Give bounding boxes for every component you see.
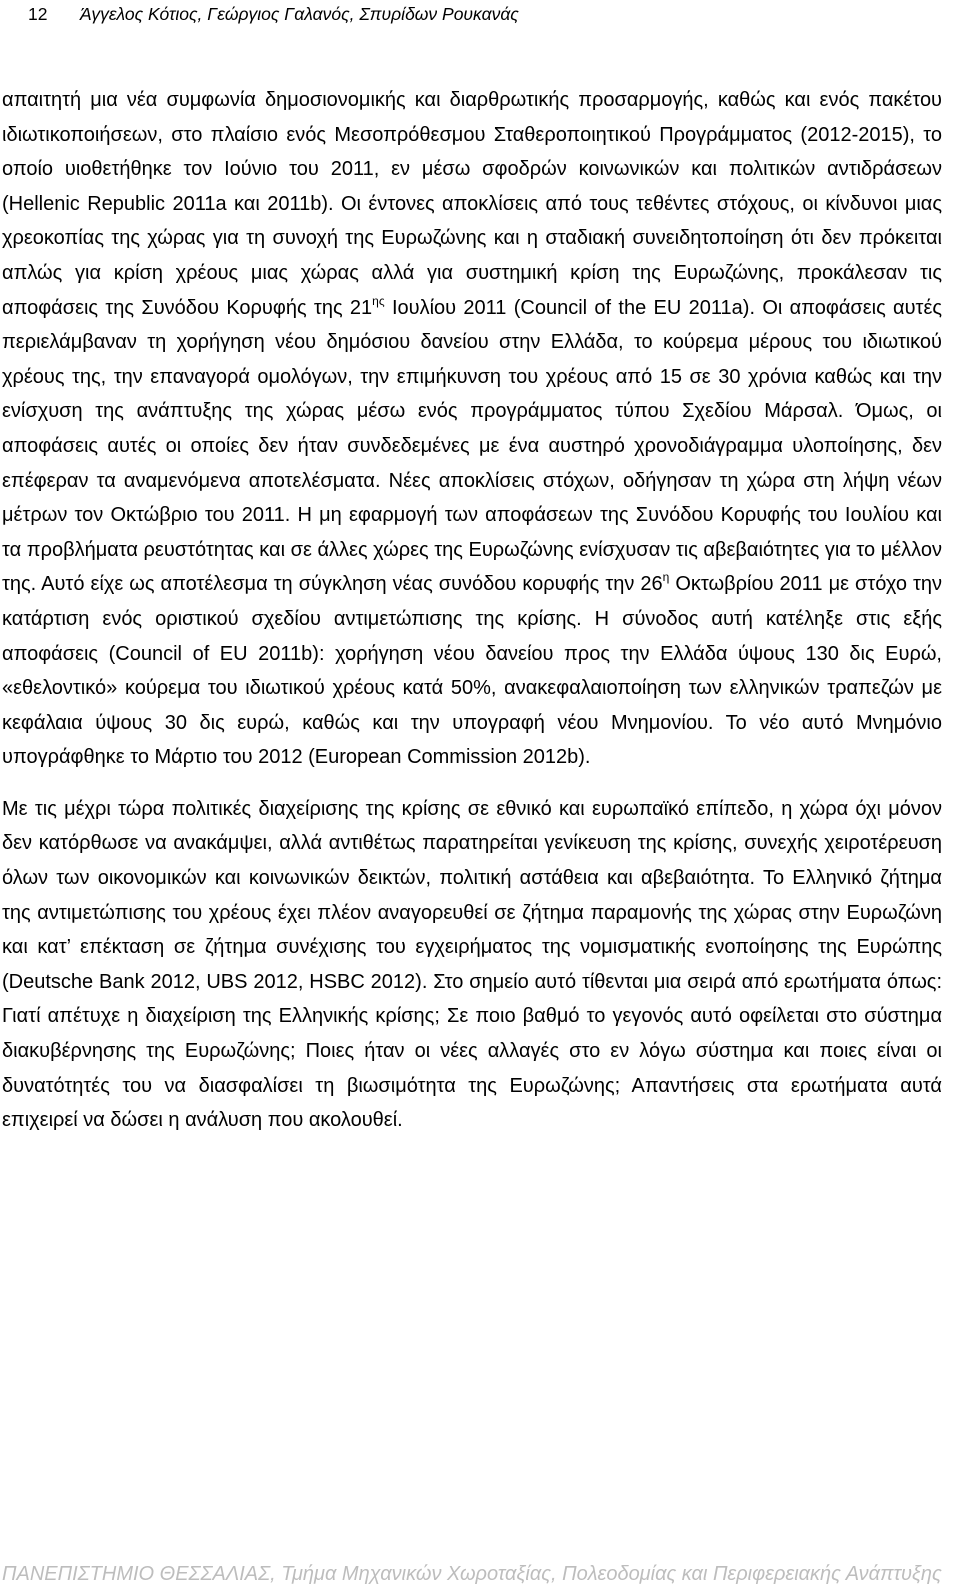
ordinal-superscript: ης	[372, 293, 385, 308]
paragraph-1-part-1: απαιτητή μια νέα συμφωνία δημοσιονομικής και διαρθρωτικής προσαρμογής, καθώς και ενός πακέτου ιδιωτικοποιήσεων, στο πλαίσιο ενός Μεσοπρόθεσμου Σταθεροποιητικού Προγράμματος (2012-2015), το οποίο υιοθετήθηκε τον Ιούνιο του 2011, εν μέσω σφοδρών κοινωνικών και πολιτικών αντιδράσεων (Hellenic Republic 2011a και 2011b). Οι έντονες αποκλίσεις από τους τεθέντες στόχους, οι κίνδυνοι μιας χρεοκοπίας της χώρας για τη συνοχή της Ευρωζώνης και η σταδιακή συνειδητοποίηση ότι δεν πρόκειται απλώς για κρίση χρέους μιας χώρας αλλά για συστημική κρίση της Ευρωζώνης, προκάλεσαν τις αποφάσεις της Συνόδου Κορυφής της 21	[2, 89, 942, 319]
paragraph-1-part-2: Ιουλίου 2011 (Council of the EU 2011a). Οι αποφάσεις αυτές περιελάμβαναν τη χορήγηση νέου δημόσιου δανείου στην Ελλάδα, το κούρεμα μέρους του ιδιωτικού χρέους της, την επαναγορά ομολόγων, την επιμήκυνση του χρέους από 15 σε 30 χρόνια καθώς και την ενίσχυση της ανάπτυξης της χώρας μέσω ενός προγράμματος τύπου Σχεδίου Μάρσαλ. Όμως, οι αποφάσεις αυτές οι οποίες δεν ήταν συνδεδεμένες με ένα αυστηρό χρονοδιάγραμμα υλοποίησης, δεν επέφεραν τα αναμενόμενα αποτελέσματα. Νέες αποκλίσεις στόχων, οδήγησαν τη χώρα στη λήψη νέων μέτρων τον Οκτώβριο του 2011. Η μη εφαρμογή των αποφάσεων της Συνόδου Κορυφής του Ιουλίου και τα προβλήματα ρευστότητας και σε άλλες χώρες της Ευρωζώνης ενίσχυσαν τις αβεβαιότητες για το μέλλον της. Αυτό είχε ως αποτέλεσμα τη σύγκληση νέας συνόδου κορυφής την 26	[2, 296, 942, 596]
page-number: 12	[28, 4, 48, 24]
running-head: Άγγελος Κότιος, Γεώργιος Γαλανός, Σπυρίδων Ρουκανάς	[80, 4, 519, 24]
body-text	[2, 83, 942, 1138]
paragraph-1	[2, 83, 942, 775]
page-header	[28, 3, 940, 31]
ordinal-superscript: η	[662, 570, 670, 585]
page-footer: ΠΑΝΕΠΙΣΤΗΜΙΟ ΘΕΣΣΑΛΙΑΣ, Τμήμα Μηχανικών Χωροταξίας, Πολεοδομίας και Περιφερειακής Ανάπτυξης	[2, 1563, 942, 1585]
paragraph-1-part-3: Οκτωβρίου 2011 με στόχο την κατάρτιση ενός οριστικού σχεδίου αντιμετώπισης της κρίσης. Η σύνοδος αυτή κατέληξε στις εξής αποφάσεις (Council of EU 2011b): χορήγηση νέου δανείου προς την Ελλάδα ύψους 130 δις Ευρώ, «εθελοντικό» κούρεμα του ιδιωτικού χρέους κατά 50%, ανακεφαλαιοποίηση των ελληνικών τραπεζών με κεφάλαια ύψους 30 δις ευρώ, καθώς και την υπογραφή νέου Μνημονίου. Το νέο αυτό Μνημόνιο υπογράφθηκε το Μάρτιο του 2012 (European Commission 2012b).	[2, 573, 943, 769]
paragraph-2: Με τις μέχρι τώρα πολιτικές διαχείρισης της κρίσης σε εθνικό και ευρωπαϊκό επίπεδο, η χώρα όχι μόνον δεν κατόρθωσε να ανακάμψει, αλλά αντιθέτως παρατηρείται γενίκευση της κρίσης, συνεχής χειροτέρευση όλων των οικονομικών και κοινωνικών δεικτών, πολιτική αστάθεια και αβεβαιότητα. Το Ελληνικό ζήτημα της αντιμετώπισης του χρέους έχει πλέον αναγορευθεί σε ζήτημα παραμονής της χώρας στην Ευρωζώνη και κατ’ επέκταση σε ζήτημα συνέχισης του εγχειρήματος της νομισματικής ενοποίησης της Ευρώπης (Deutsche Bank 2012, UBS 2012, HSBC 2012). Στο σημείο αυτό τίθενται μια σειρά από ερωτήματα όπως: Γιατί απέτυχε η διαχείριση της Ελληνικής κρίσης; Σε ποιο βαθμό το γεγονός αυτό οφείλεται στο σύστημα διακυβέρνησης της Ευρωζώνης; Ποιες ήταν οι νέες αλλαγές στο εν λόγω σύστημα και ποιες είναι οι δυνατότητές του να διασφαλίσει τη βιωσιμότητα της Ευρωζώνης; Απαντήσεις στα ερωτήματα αυτά επιχειρεί να δώσει η ανάλυση που ακολουθεί.	[2, 797, 942, 1132]
